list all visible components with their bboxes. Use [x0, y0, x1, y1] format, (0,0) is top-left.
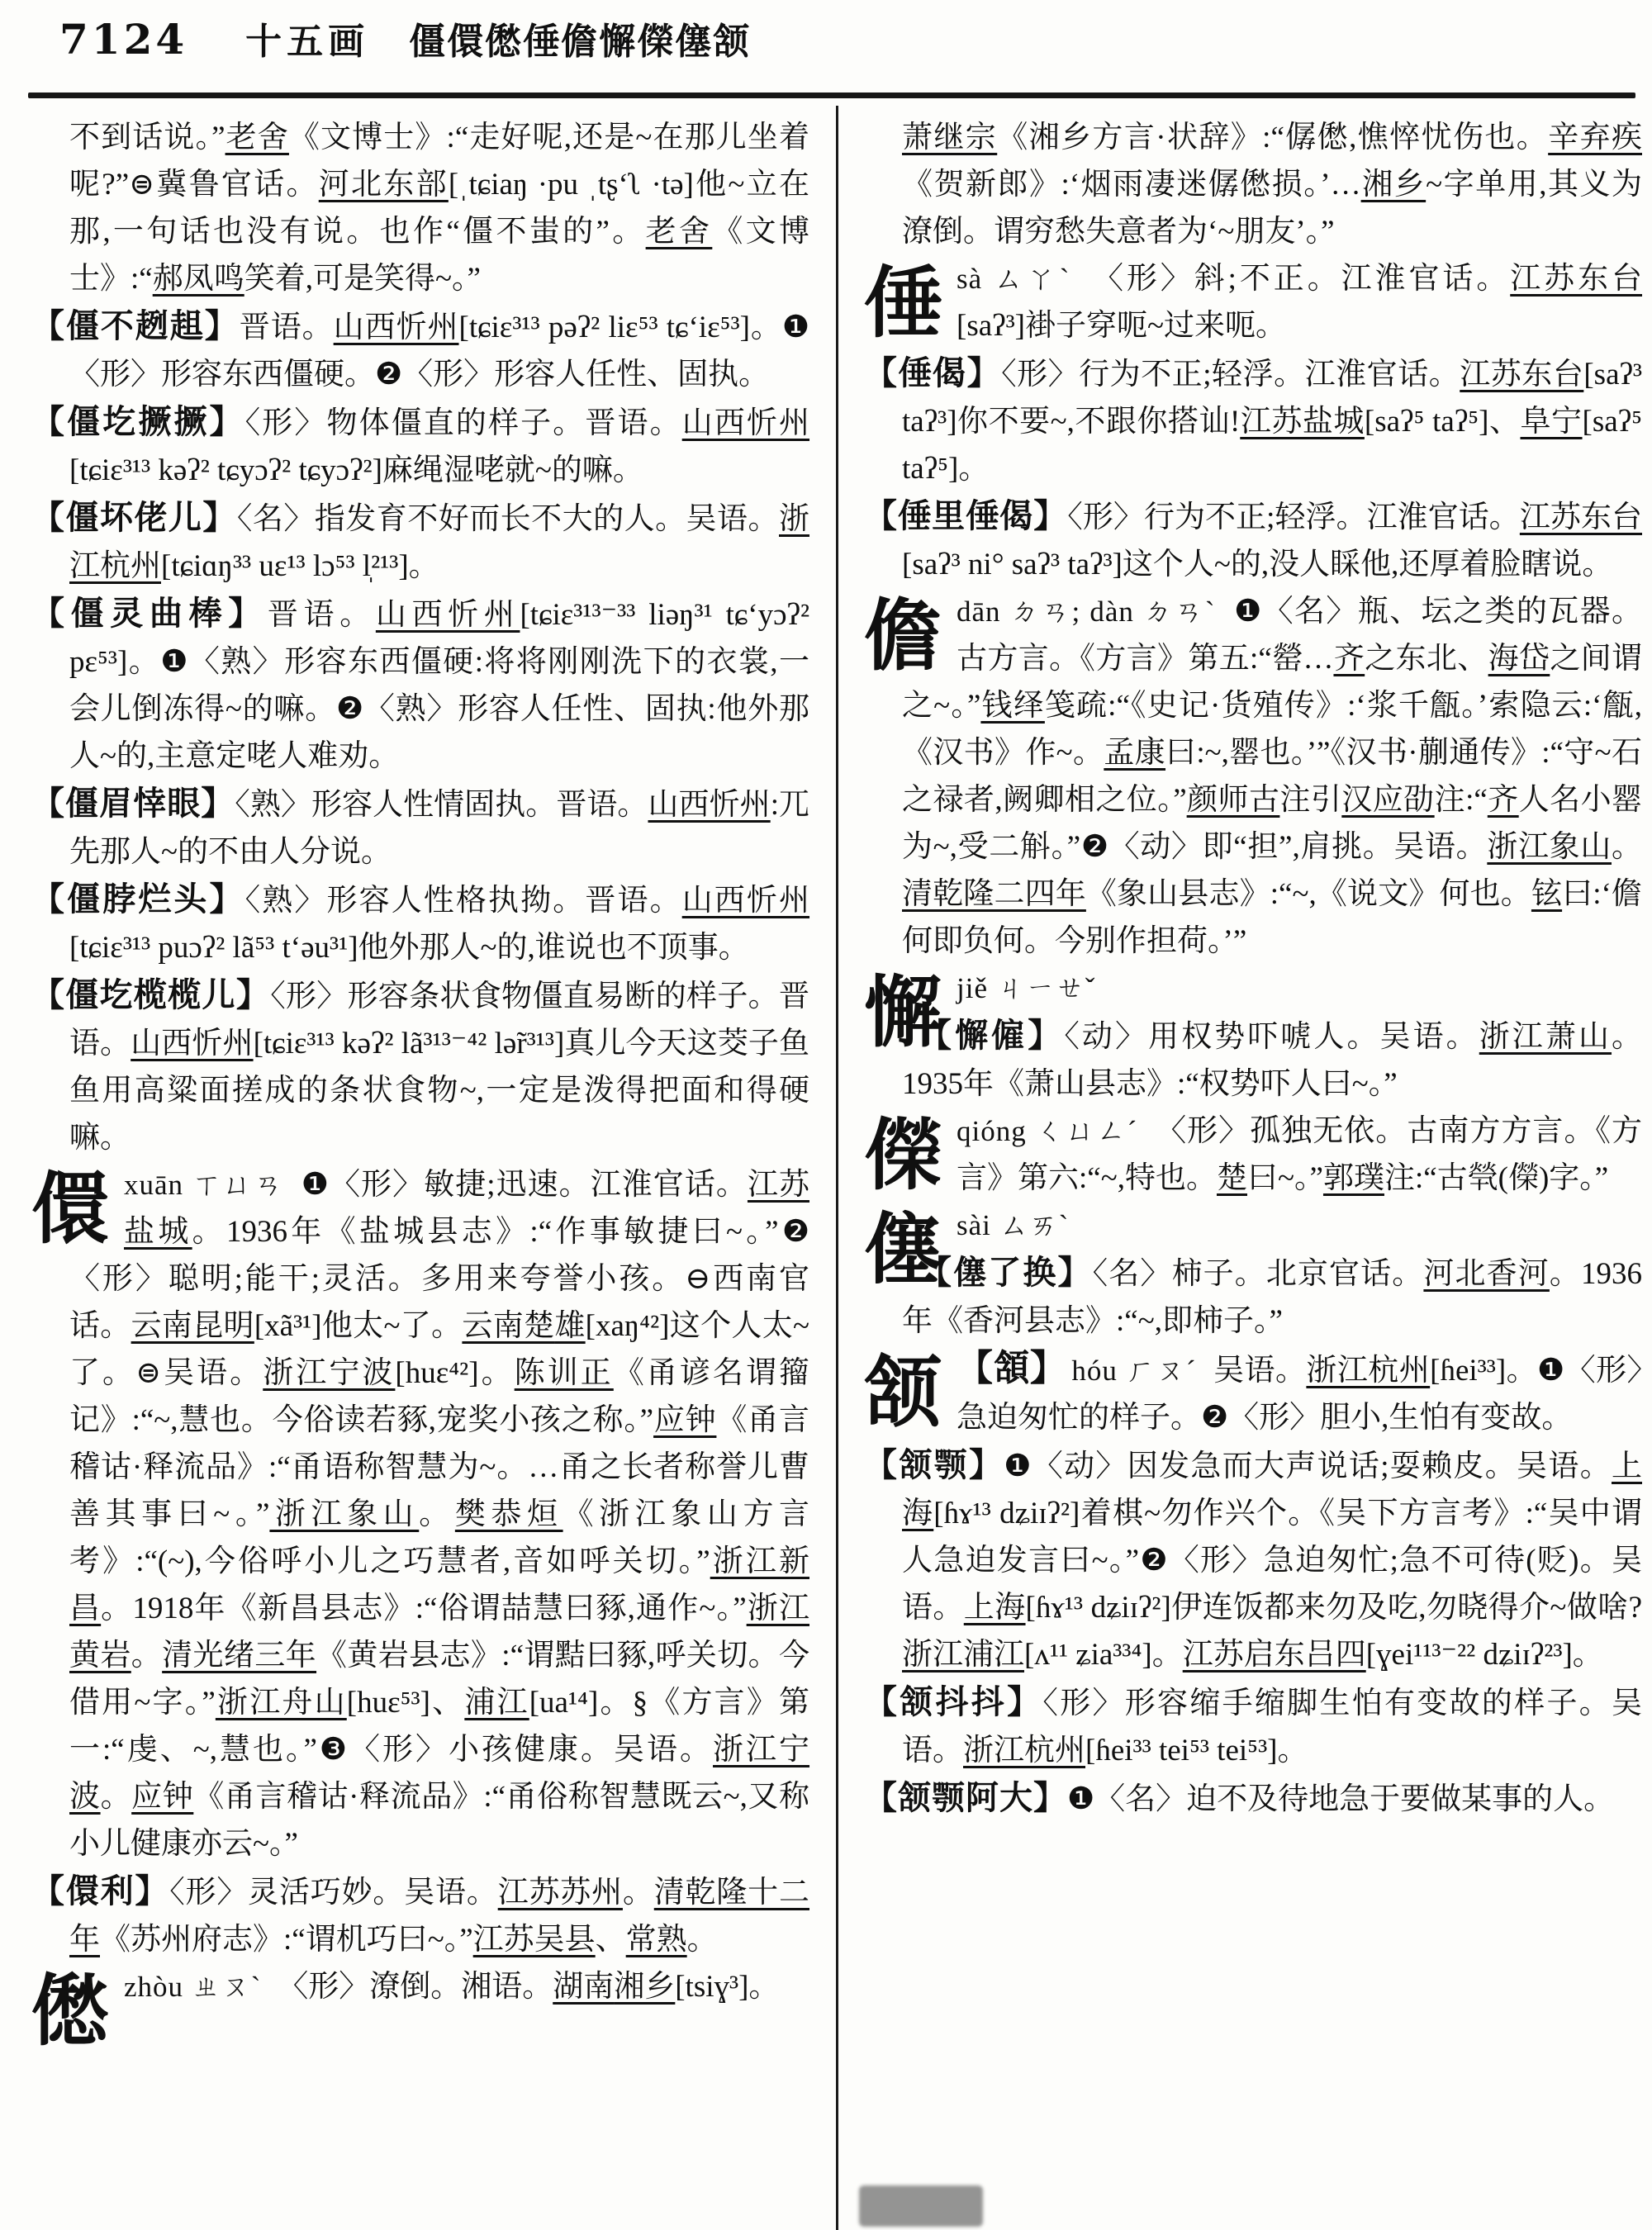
compound-entry: [31, 1867, 809, 1963]
definition-text: ❶〈名〉瓶、坛之类的瓦器。古方言。《方言》第五:“罃…齐之东北、海岱之间谓之~。”钱绎笺疏:“《史记·货殖传》:‘浆千甔。’索隐云:‘甔,《汉书》作~。孟康曰:~,罂也。’”《汉书·蒯通传》:“守~石之禄者,阙卿相之位。”颜师古注引汉应劭注:“齐人名小罂为~,受二斛。”❷〈动〉即“担”,肩挑。吴语。浙江象山。清乾隆二四年《象山县志》:“~,《说文》何也。铉曰:‘儋何即负何。今别作担荷。’”: [902, 595, 1643, 958]
compound-entry: [31, 494, 809, 590]
compound-entry: [864, 1774, 1642, 1823]
pronunciation: dān ㄉㄢ; dàn ㄉㄢˋ: [957, 595, 1227, 628]
head-character: 颔: [864, 1350, 942, 1436]
definition-text: 〈形〉行为不正;轻浮。江淮官话。江苏东台[saʔ³ taʔ³]你不要~,不跟你搭讪!江苏盐城[saʔ⁵ taʔ⁵]、阜宁[saʔ⁵ taʔ⁵]。: [902, 358, 1643, 486]
head-entry-儇: [31, 1161, 809, 1867]
compound-headword: 【僵圪榄榄儿】: [31, 976, 271, 1013]
compound-headword: 【倕偈】: [864, 354, 1002, 391]
definition-text: 〈形〉形容缩手缩脚生怕有变故的样子。吴语。浙江杭州[ɦei³³ tei⁵³ tei⁵³]。: [902, 1687, 1643, 1767]
compound-entry: [31, 780, 809, 875]
variant-form: 【頷】: [957, 1348, 1067, 1388]
stroke-count-section: 十五画: [245, 21, 370, 62]
continuation-paragraph: 不到话说。”老舍《文博士》:“走好呢,还是~在那儿坐着呢?”⊜冀鲁官话。河北东部[ˌtɕiaŋ ·pu ˌtʂʻʅ ·tə]他~立在那,一句话也没有说。也作“僵不蚩的”。老舍《文博士》:“郝凤鸣笑着,可是笑得~。”: [69, 121, 809, 296]
page-header: [59, 12, 1627, 64]
head-character: 儝: [864, 1113, 942, 1199]
continuation-paragraph: 萧继宗《湘乡方言·状辞》:“僝僽,憔悴忧伤也。辛弃疾《贺新郎》:‘烟雨凄迷僝僽损。’…湘乡~字单用,其义为潦倒。谓穷愁失意者为‘~朋友’。”: [902, 121, 1643, 249]
definition-text: ❶〈名〉迫不及待地急于要做某事的人。: [1067, 1782, 1615, 1816]
compound-entry: [864, 1249, 1642, 1345]
compound-headword: 【颔颚阿大】: [864, 1779, 1067, 1816]
head-character: 儇: [31, 1167, 110, 1253]
compound-entry: [864, 492, 1642, 588]
compound-headword: 【僵不趔趄】: [31, 307, 240, 344]
left-column: [31, 114, 809, 2054]
head-entry-僽: [31, 1963, 809, 2055]
head-entry-儝: [864, 1108, 1642, 1202]
pronunciation: qióng ㄑㄩㄥˊ: [957, 1115, 1148, 1147]
compound-entry: [31, 971, 809, 1161]
pronunciation: zhòu ㄓㄡˋ: [124, 1971, 270, 2003]
definition-text: 晋语。山西忻州[tɕiɛ³¹³⁻³³ liəŋ³¹ tɕʻyɔʔ² pɛ⁵³]。❶〈熟〉形容东西僵硬:将将刚刚洗下的衣裳,一会儿倒冻得~的嘛。❷〈熟〉形容人任性、固执:他外那人~的,主意定咾人难劝。: [69, 598, 810, 773]
pronunciation: sà ㄙㄚˋ: [957, 263, 1085, 295]
head-entry-颔: [864, 1345, 1642, 1441]
compound-headword: 【僵脖烂头】: [31, 880, 245, 918]
definition-text: 〈熟〉形容人性格执拗。晋语。山西忻州[tɕiɛ³¹³ puɔʔ² lã⁵³ tʻəu³¹]他外那人~的,谁说也不顶事。: [69, 884, 810, 965]
definition-text: 〈形〉形容条状食物僵直易断的样子。晋语。山西忻州[tɕiɛ³¹³ kəʔ² lã³¹³⁻⁴² lə̃r³¹³]真儿今天这茭子鱼鱼用高粱面搓成的条状食物~,一定是泼得把面和得硬嘛。: [69, 980, 810, 1155]
definition-text: 〈形〉潦倒。湘语。湖南湘乡[tsiɣ³]。: [278, 1970, 780, 2004]
head-character: 儋: [864, 594, 942, 680]
compound-headword: 【颔颚】: [864, 1446, 1004, 1483]
compound-entry: [864, 1441, 1642, 1678]
head-character: 懈: [864, 970, 942, 1056]
compound-headword: 【儇利】: [31, 1872, 170, 1910]
compound-entry: [864, 1012, 1642, 1108]
definition-text: 〈动〉用权势吓唬人。吴语。浙江萧山。1935年《萧山县志》:“权势吓人曰~。”: [902, 1020, 1643, 1101]
header-rule: [28, 93, 1635, 98]
compound-headword: 【僿了换】: [919, 1254, 1093, 1291]
compound-entry: [864, 1678, 1642, 1774]
definition-text: 〈熟〉形容人性情固执。晋语。山西忻州:兀先那人~的不由人分说。: [69, 788, 810, 869]
compound-entry: [31, 875, 809, 971]
compound-headword: 【懈僱】: [919, 1017, 1065, 1054]
compound-headword: 【颔抖抖】: [864, 1683, 1043, 1720]
compound-entry: [864, 349, 1642, 492]
header-head-characters: 僵儇僽倕儋懈儝僿颔: [409, 21, 752, 62]
pronunciation: jiě ㄐㄧㄝˇ: [957, 972, 1096, 1004]
definition-text: ❶〈形〉敏捷;迅速。江淮官话。江苏盐城。1936年《盐城县志》:“作事敏捷曰~。”❷〈形〉聪明;能干;灵活。多用来夸誉小孩。⊖西南官话。云南昆明[xã³¹]他太~了。云南楚雄[xaŋ⁴²]这个人太~了。⊜吴语。浙江宁波[huɛ⁴²]。陈训正《甬谚名谓籀记》:“~,慧也。今俗读若豩,宠奖小孩之称。”应钟《甬言稽诂·释流品》:“甬语称智慧为~。…甬之长者称誉儿曹善其事曰~。”浙江象山。樊恭烜《浙江象山方言考》:“(~),今俗呼小儿之巧慧者,音如呼关切。”浙江新昌。1918年《新昌县志》:“俗谓喆慧曰豩,通作~。”浙江黄岩。清光绪三年《黄岩县志》:“谓黠曰豩,呼关切。今借用~字。”浙江舟山[huɛ⁵³]、浦江[ua¹⁴]。§《方言》第一:“虔、~,慧也。”❸〈形〉小孩健康。吴语。浙江宁波。应钟《甬言稽诂·释流品》:“甬俗称智慧既云~,又称小儿健康亦云~。”: [69, 1168, 810, 1861]
definition-text: 〈名〉柿子。北京官话。河北香河。1936年《香河县志》:“~,即柿子。”: [902, 1257, 1643, 1338]
definition-text: 晋语。山西忻州[tɕiɛ³¹³ pəʔ² liɛ⁵³ tɕʻiɛ⁵³]。❶〈形〉形容东西僵硬。❷〈形〉形容人任性、固执。: [69, 311, 810, 391]
definition-text: ❶〈动〉因发急而大声说话;耍赖皮。吴语。上海[ɦɤ¹³ dʑiɪʔ²]着棋~勿作兴个。《吴下方言考》:“吴中谓人急迫发言曰~。”❷〈形〉急迫匆忙;急不可待(贬)。吴语。上海[ɦɤ¹³ dʑiɪʔ²]伊连饭都来勿及吃,勿晓得介~做啥?浙江浦江[ʌ¹¹ ʑia³³⁴]。江苏启东吕四[ɣei¹¹³⁻²² dʑiɪʔ²³]。: [902, 1450, 1643, 1672]
page-number: 7124: [59, 15, 188, 64]
head-character: 僽: [31, 1969, 110, 2055]
pronunciation: sài ㄙㄞˋ: [957, 1209, 1070, 1241]
head-entry-儋: [864, 588, 1642, 965]
pronunciation: xuān ㄒㄩㄢ: [124, 1169, 293, 1201]
compound-headword: 【倕里倕偈】: [864, 497, 1068, 534]
definition-text: 吴语。浙江杭州[ɦei³³]。❶〈形〉急迫匆忙的样子。❷〈形〉胆小,生怕有变故。: [957, 1354, 1643, 1435]
ink-smudge: [859, 2185, 983, 2227]
column-divider: [836, 106, 838, 2230]
definition-text: 〈形〉斜;不正。江淮官话。江苏东台[saʔ³]褂子穿呃~过来呃。: [957, 262, 1643, 343]
definition-text: 〈形〉行为不正;轻浮。江淮官话。江苏东台[saʔ³ ni° saʔ³ taʔ³]这个人~的,没人睬他,还厚着脸瞎说。: [902, 501, 1643, 581]
compound-entry: [31, 302, 809, 398]
compound-headword: 【僵灵曲棒】: [31, 595, 268, 632]
head-character: 倕: [864, 261, 942, 347]
compound-headword: 【僵眉悻眼】: [31, 785, 235, 822]
definition-text: 〈形〉物体僵直的样子。晋语。山西忻州[tɕiɛ³¹³ kəʔ² tɕyɔʔ² tɕyɔʔ²]麻绳湿咾就~的嘛。: [69, 406, 810, 487]
compound-headword: 【僵坏佬儿】: [31, 499, 237, 536]
pronunciation: hóu ㄏㄡˊ: [1071, 1355, 1206, 1387]
definition-text: 〈形〉灵活巧妙。吴语。江苏苏州。清乾隆十二年《苏州府志》:“谓机巧曰~。”江苏吴县、常熟。: [69, 1876, 809, 1957]
head-character: 僿: [864, 1208, 942, 1293]
compound-entry: [31, 590, 809, 780]
compound-entry: [31, 398, 809, 494]
definition-text: 〈名〉指发育不好而长不大的人。吴语。浙江杭州[tɕiɑŋ³³ uɛ¹³ lɔ⁵³ l̩²¹³]。: [69, 502, 809, 583]
definition-text: 〈形〉孤独无依。古南方方言。《方言》第六:“~,特也。楚曰~。”郭璞注:“古煢(儝)字。”: [957, 1114, 1643, 1195]
compound-headword: 【僵圪撅撅】: [31, 403, 245, 440]
right-column: [864, 114, 1642, 1823]
head-entry-倕: [864, 255, 1642, 349]
